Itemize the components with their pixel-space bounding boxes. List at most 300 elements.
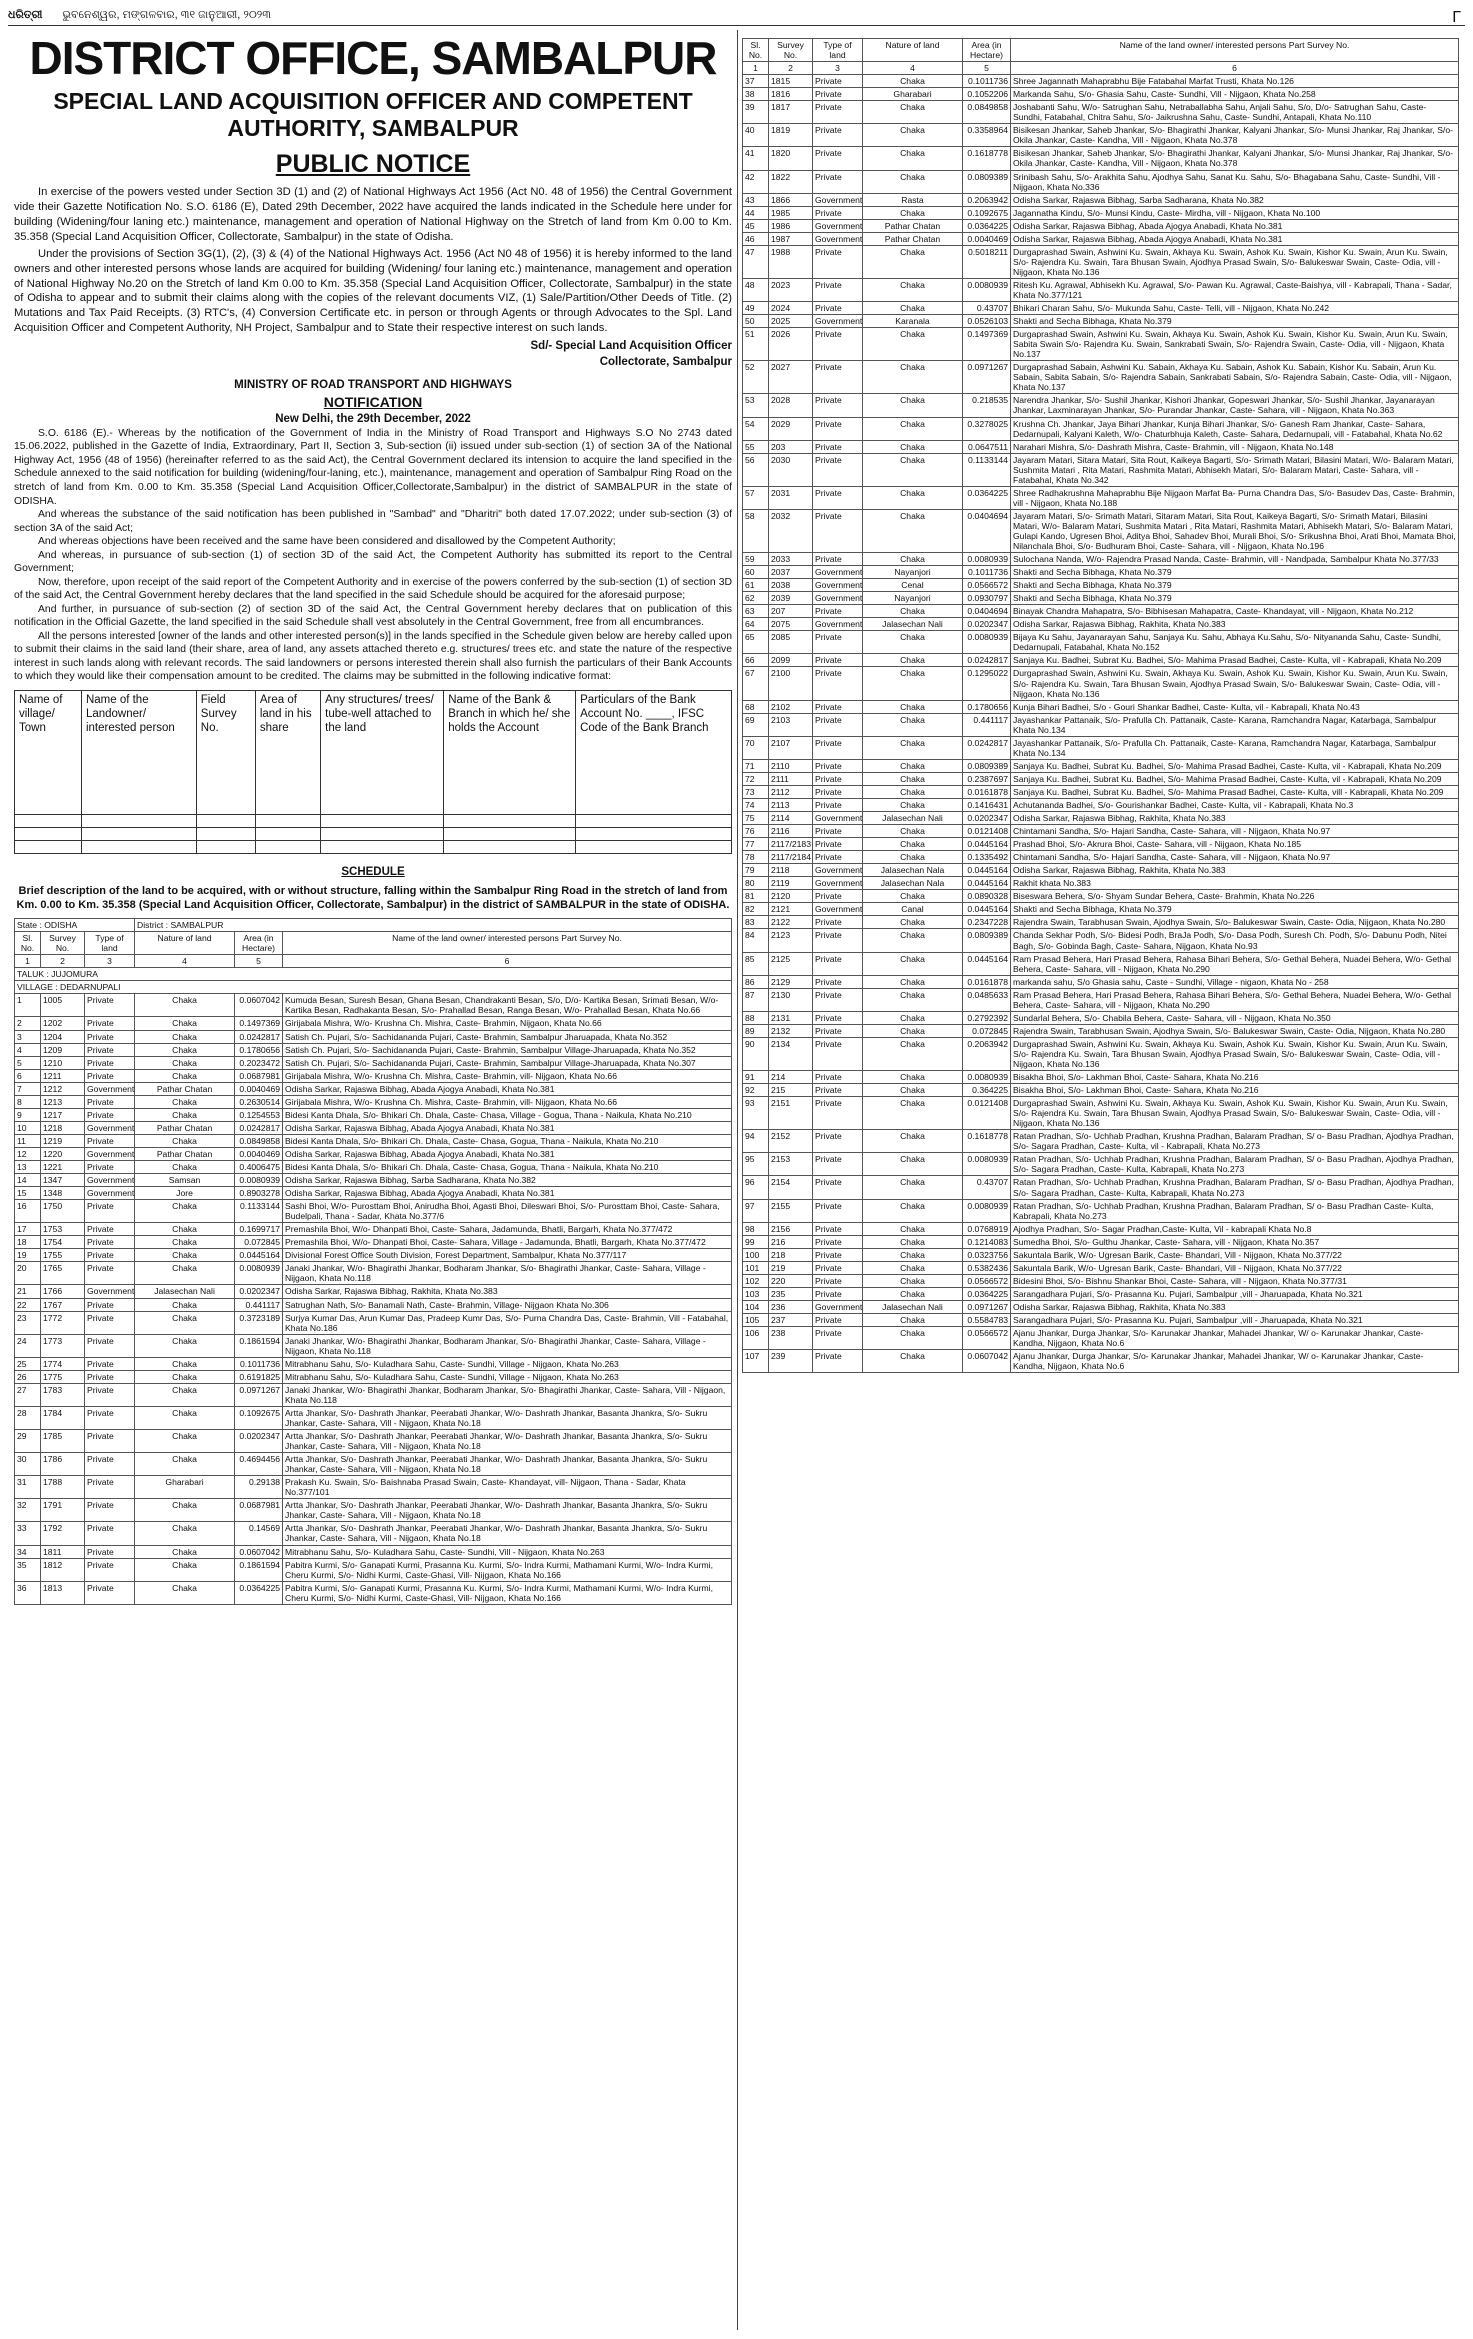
row-sl-no: 73 (743, 785, 769, 798)
table-row (15, 1161, 732, 1174)
row-land-nature: Pathar Chatan (135, 1147, 235, 1160)
newspaper-dateline: ଭୁବନେଶ୍ୱର, ମଙ୍ଗଳବାର, ୩୧ ଜାନୁଆରୀ, ୨୦୨୩ (62, 8, 271, 21)
table-row (15, 1056, 732, 1069)
table-row (743, 1176, 1459, 1199)
row-land-nature: Karanala (863, 315, 963, 328)
row-survey-no: 1219 (41, 1134, 85, 1147)
row-land-nature: Chaka (863, 975, 963, 988)
row-owner: Satish Ch. Pujari, S/o- Sachidananda Pujari, Caste- Brahmin, Sambalpur Village-Jharuapada, Khata No.307 (283, 1056, 732, 1069)
schedule-column-number: 4 (135, 955, 235, 968)
row-area: 0.0687981 (235, 1069, 283, 1082)
table-row (743, 592, 1459, 605)
table-row (743, 1097, 1459, 1130)
table-row (15, 1069, 732, 1082)
row-land-type: Government (813, 566, 863, 579)
row-land-nature: Chaka (135, 1108, 235, 1121)
row-land-nature: Chaka (863, 278, 963, 301)
row-land-type: Private (813, 851, 863, 864)
row-owner: Bidesi Kanta Dhala, S/o- Bhikari Ch. Dhala, Caste- Chasa, Village - Gogua, Thana - Naikula, Khata No.210 (283, 1108, 732, 1121)
row-survey-no: 2032 (769, 509, 813, 552)
row-land-type: Government (85, 1285, 135, 1298)
row-owner: Odisha Sarkar, Rajaswa Bibhag, Rakhita, Khata No.383 (283, 1285, 732, 1298)
notification-paragraph: Now, therefore, upon receipt of the said report of the Competent Authority and in exercise of the powers conferred by the sub-section (1) of section 3D of the said Act, the Central Government hereby declares that the land specified in the said Schedule should be acquired for the aforesaid purpose; (14, 576, 732, 602)
row-survey-no: 1985 (769, 206, 813, 219)
schedule-column-number: 5 (235, 955, 283, 968)
row-survey-no: 2125 (769, 952, 813, 975)
row-area: 0.4694456 (235, 1453, 283, 1476)
claim-empty-cell (196, 814, 255, 827)
row-owner: Chintamani Sandha, S/o- Hajari Sandha, Caste- Sahara, vill - Nijgaon, Khata No.97 (1011, 851, 1459, 864)
row-sl-no: 75 (743, 812, 769, 825)
row-land-type: Government (85, 1147, 135, 1160)
row-area: 0.1335492 (963, 851, 1011, 864)
row-land-type: Private (813, 736, 863, 759)
row-sl-no: 89 (743, 1024, 769, 1037)
row-area: 0.0445164 (963, 838, 1011, 851)
row-sl-no: 65 (743, 631, 769, 654)
row-survey-no: 1812 (41, 1558, 85, 1581)
row-area: 0.1011736 (963, 75, 1011, 88)
row-survey-no: 239 (769, 1350, 813, 1373)
row-land-nature: Chaka (863, 1084, 963, 1097)
row-sl-no: 5 (15, 1056, 41, 1069)
table-row (15, 1298, 732, 1311)
row-survey-no: 2110 (769, 759, 813, 772)
row-owner: Shree Radhakrushna Mahaprabhu Bije Nijgaon Marfat Ba- Purna Chandra Das, S/o- Basudev Das, Caste- Brahmin, vill - Nijgaon, Khata No.188 (1011, 486, 1459, 509)
schedule-description: Brief description of the land to be acquired, with or without structure, falling within the Sambalpur Ring Road in the stretch of land from Km. 0.00 to Km. 35.358 (Special Land Acquisition Officer, Collectorate, Sambalpur) in the district of SAMBALPUR in the state of ODISHA. (16, 884, 730, 911)
row-land-type: Private (813, 553, 863, 566)
table-row (743, 1071, 1459, 1084)
table-row (743, 1274, 1459, 1287)
row-land-nature: Nayanjori (863, 592, 963, 605)
claim-empty-cell (81, 814, 196, 827)
row-land-nature: Pathar Chatan (863, 232, 963, 245)
row-sl-no: 92 (743, 1084, 769, 1097)
row-survey-no: 1813 (41, 1581, 85, 1604)
row-land-type: Private (813, 1037, 863, 1070)
row-owner: Girijabala Mishra, W/o- Krushna Ch. Mishra, Caste- Brahmin, vill- Nijgaon, Khata No.66 (283, 1095, 732, 1108)
row-survey-no: 1220 (41, 1147, 85, 1160)
row-survey-no: 2117/2184 (769, 851, 813, 864)
row-area: 0.1092675 (963, 206, 1011, 219)
row-area: 0.0040469 (235, 1147, 283, 1160)
row-land-type: Private (813, 1011, 863, 1024)
row-survey-no: 2154 (769, 1176, 813, 1199)
table-row (15, 1285, 732, 1298)
column-divider (737, 30, 738, 2330)
row-survey-no: 1767 (41, 1298, 85, 1311)
row-area: 0.3723189 (235, 1311, 283, 1334)
row-sl-no: 9 (15, 1108, 41, 1121)
row-owner: Prashad Bhoi, S/o- Akrura Bhoi, Caste- Sahara, vill - Nijgaon, Khata No.185 (1011, 838, 1459, 851)
row-area: 0.0121408 (963, 1097, 1011, 1130)
row-survey-no: 2114 (769, 812, 813, 825)
row-land-type: Government (813, 579, 863, 592)
table-row (743, 988, 1459, 1011)
schedule-column-number: 2 (769, 62, 813, 75)
row-land-type: Private (813, 785, 863, 798)
row-sl-no: 76 (743, 825, 769, 838)
table-row (743, 566, 1459, 579)
row-survey-no: 2118 (769, 864, 813, 877)
row-land-type: Private (813, 302, 863, 315)
row-land-type: Government (85, 1121, 135, 1134)
row-owner: Durgaprashad Swain, Ashwini Ku. Swain, Akhaya Ku. Swain, Ashok Ku. Swain, Kishor Ku. Swain, Arun Ku. Swain, S/o- Rajendra Ku. Swain, Tara Bhusan Swain, Ajodhya Prasad Swain, S/o- Balukeswar Swain, Caste- Odia, vill - Nijgaon, Khata No.136 (1011, 1037, 1459, 1070)
row-survey-no: 1819 (769, 124, 813, 147)
row-sl-no: 23 (15, 1311, 41, 1334)
row-owner: Durgaprashad Sabain, Ashwini Ku. Sabain, Akhaya Ku. Sabain, Ashok Ku. Sabain, Kishor Ku. Sabain, Arun Ku. Sabain, Sabita Sabain, S/o- Rajendra Sabain, Sankrabati Sabain, S/o- Rajendra Sabain, Caste- Odia, vill - Nijgaon, Khata No.137 (1011, 361, 1459, 394)
row-land-nature: Chaka (863, 1350, 963, 1373)
row-owner: Bijaya Ku Sahu, Jayanarayan Sahu, Sanjaya Ku. Sahu, Abhaya Ku.Sahu, S/o- Nityananda Sahu, Caste- Sundhi, Dedarnupali, Fatabahal, Khata No.152 (1011, 631, 1459, 654)
row-survey-no: 2123 (769, 929, 813, 952)
row-sl-no: 77 (743, 838, 769, 851)
row-survey-no: 1786 (41, 1453, 85, 1476)
row-land-type: Private (813, 1071, 863, 1084)
row-survey-no: 2121 (769, 903, 813, 916)
row-land-nature: Chaka (135, 1430, 235, 1453)
row-sl-no: 87 (743, 988, 769, 1011)
row-area: 0.0809389 (963, 170, 1011, 193)
row-land-nature: Chaka (135, 1558, 235, 1581)
row-owner: Narendra Jhankar, S/o- Sushil Jhankar, Kishori Jhankar, Gopeswari Jhankar, S/o- Sushil Jhankar, Jayanarayan Jhankar, Laxminarayan Jhankar, S/o- Purandar Jhankar, Caste- Sahara, vill - Nijgaon, Khata No.363 (1011, 394, 1459, 417)
row-area: 0.0242817 (235, 1030, 283, 1043)
table-row (15, 1200, 732, 1223)
row-area: 0.1618778 (963, 147, 1011, 170)
row-land-nature: Chaka (863, 1024, 963, 1037)
row-land-type: Government (813, 219, 863, 232)
row-land-nature: Chaka (863, 1274, 963, 1287)
row-land-nature: Chaka (863, 916, 963, 929)
row-land-type: Private (813, 440, 863, 453)
row-owner: Sundarlal Behera, S/o- Chabila Behera, Caste- Sahara, vill - Nijgaon, Khata No.350 (1011, 1011, 1459, 1024)
row-area: 0.0080939 (963, 1071, 1011, 1084)
row-area: 0.4006475 (235, 1161, 283, 1174)
claim-empty-cell (255, 827, 320, 840)
row-land-nature: Chaka (863, 394, 963, 417)
table-row (743, 278, 1459, 301)
row-land-type: Private (813, 1130, 863, 1153)
row-area: 0.072845 (963, 1024, 1011, 1037)
table-row (743, 509, 1459, 552)
row-sl-no: 97 (743, 1199, 769, 1222)
claim-format-table (14, 690, 732, 854)
row-area: 0.0404694 (963, 605, 1011, 618)
notice-title: PUBLIC NOTICE (275, 150, 471, 179)
row-sl-no: 22 (15, 1298, 41, 1311)
row-survey-no: 2085 (769, 631, 813, 654)
row-survey-no: 2113 (769, 799, 813, 812)
row-area: 0.0445164 (963, 877, 1011, 890)
schedule-column-number: 6 (1011, 62, 1459, 75)
row-area: 0.2023472 (235, 1056, 283, 1069)
row-survey-no: 2103 (769, 713, 813, 736)
row-area: 0.218535 (963, 394, 1011, 417)
row-sl-no: 29 (15, 1430, 41, 1453)
row-land-nature: Chaka (135, 1161, 235, 1174)
right-column (742, 38, 1459, 2330)
row-land-type: Private (813, 713, 863, 736)
row-owner: Jayashankar Pattanaik, S/o- Prafulla Ch. Pattanaik, Caste- Karana, Ramchandra Nagar, Katarbaga, Sambalpur Khata No.134 (1011, 713, 1459, 736)
schedule-column-header: Survey No. (41, 932, 85, 955)
row-land-nature: Chaka (863, 785, 963, 798)
row-owner: Kunja Bihari Badhei, S/o - Gouri Shankar Badhei, Caste- Kulta, vil - Kabrapali, Khata No.43 (1011, 700, 1459, 713)
row-survey-no: 1788 (41, 1476, 85, 1499)
table-row (743, 101, 1459, 124)
row-owner: Bidesi Kanta Dhala, S/o- Bhikari Ch. Dhala, Caste- Chasa, Gogua, Thana - Naikula, Khata No.210 (283, 1161, 732, 1174)
row-land-type: Government (813, 618, 863, 631)
row-sl-no: 56 (743, 453, 769, 486)
row-owner: Durgaprashad Swain, Ashwini Ku. Swain, Akhaya Ku. Swain, Ashok Ku. Swain, Kishor Ku. Swain, Arun Ku. Swain, S/o- Rajendra Ku. Swain, Tara Bhusan Swain, Ajodhya Prasad Swain, S/o- Balukeswar Swain, Caste- Odia, vill - Nijgaon, Khata No.136 (1011, 245, 1459, 278)
row-land-type: Private (813, 772, 863, 785)
table-row (743, 851, 1459, 864)
row-sl-no: 35 (15, 1558, 41, 1581)
row-sl-no: 98 (743, 1222, 769, 1235)
row-land-nature: Cenal (863, 579, 963, 592)
table-row (743, 838, 1459, 851)
claim-empty-cell (321, 814, 444, 827)
row-survey-no: 2116 (769, 825, 813, 838)
row-owner: Odisha Sarkar, Rajaswa Bibhag, Rakhita, Khata No.383 (1011, 864, 1459, 877)
table-row (15, 1406, 732, 1429)
row-area: 0.0080939 (963, 278, 1011, 301)
row-land-type: Private (813, 1261, 863, 1274)
row-area: 0.0404694 (963, 509, 1011, 552)
notice-signature: Sd/- Special Land Acquisition Officer Collectorate, Sambalpur (530, 340, 732, 368)
row-land-nature: Chaka (863, 1235, 963, 1248)
row-area: 0.0161878 (963, 785, 1011, 798)
row-sl-no: 40 (743, 124, 769, 147)
table-row (743, 315, 1459, 328)
table-row (15, 1383, 732, 1406)
row-land-type: Private (813, 486, 863, 509)
row-sl-no: 38 (743, 88, 769, 101)
row-land-nature: Chaka (135, 1262, 235, 1285)
row-area: 0.0121408 (963, 825, 1011, 838)
row-sl-no: 104 (743, 1300, 769, 1313)
row-owner: Divisional Forest Office South Division, Forest Department, Sambalpur, Khata No.377/117 (283, 1249, 732, 1262)
table-row (743, 1222, 1459, 1235)
row-land-nature: Chaka (863, 1248, 963, 1261)
row-land-type: Private (813, 75, 863, 88)
row-land-nature: Chaka (863, 417, 963, 440)
row-owner: Ratan Pradhan, S/o- Uchhab Pradhan, Krushna Pradhan, Balaram Pradhan, S/ o- Basu Pradhan, Ajodhya Pradhan, S/o- Sagara Pradhan, Caste- Kulta, vil - Kabrapali, Khata No.273 (1011, 1130, 1459, 1153)
row-sl-no: 94 (743, 1130, 769, 1153)
row-owner: Achutananda Badhei, S/o- Gourishankar Badhei, Caste- Kulta, vil - Kabrapali, Khata No.3 (1011, 799, 1459, 812)
row-survey-no: 1754 (41, 1236, 85, 1249)
row-owner: Chanda Sekhar Podh, S/o- Bidesi Podh, BraJa Podh, S/o- Dasa Podh, Suresh Ch. Podh, S/o- Dabunu Podh, Nitei Bagh, S/o- Gobinda Bagh, Caste- Sahara, Nijgaon, Khata No.93 (1011, 929, 1459, 952)
row-owner: Bhikari Charan Sahu, S/o- Mukunda Sahu, Caste- Telli, vill - Nijgaon, Khata No.242 (1011, 302, 1459, 315)
row-land-type: Private (813, 759, 863, 772)
row-survey-no: 2100 (769, 667, 813, 700)
row-survey-no: 235 (769, 1287, 813, 1300)
row-owner: Janaki Jhankar, W/o- Bhagirathi Jhankar, Bodharam Jhankar, S/o- Bhagirathi Jhankar, Caste- Sahara, Village - Nijgaon, Khata No.118 (283, 1262, 732, 1285)
row-land-nature: Chaka (135, 1453, 235, 1476)
row-sl-no: 14 (15, 1174, 41, 1187)
row-owner: Sarangadhara Pujari, S/o- Prasanna Ku. Pujari, Sambalpur ,vill - Jharuapada, Khata No.321 (1011, 1287, 1459, 1300)
claim-column-header: Name of village/ Town (15, 690, 82, 814)
row-land-nature: Chaka (863, 605, 963, 618)
table-row (743, 1235, 1459, 1248)
row-owner: Girijabala Mishra, W/o- Krushna Ch. Mishra, Caste- Brahmin, vill- Nijgaon, Khata No.66 (283, 1069, 732, 1082)
row-survey-no: 2132 (769, 1024, 813, 1037)
row-owner: Bisakha Bhoi, S/o- Lakhman Bhoi, Caste- Sahara, Khata No.216 (1011, 1071, 1459, 1084)
table-row (743, 1300, 1459, 1313)
row-owner: Satish Ch. Pujari, S/o- Sachidananda Pujari, Caste- Brahmin, Sambalpur Jharuapada, Khata No.352 (283, 1030, 732, 1043)
row-area: 0.5584783 (963, 1313, 1011, 1326)
row-sl-no: 53 (743, 394, 769, 417)
row-land-type: Private (813, 1222, 863, 1235)
row-survey-no: 1217 (41, 1108, 85, 1121)
table-row (15, 1121, 732, 1134)
row-owner: Ajodhya Pradhan, S/o- Sagar Pradhan,Caste- Kulta, Vil - kabrapali Khata No.8 (1011, 1222, 1459, 1235)
schedule-column-number-row (743, 62, 1459, 75)
row-survey-no: 1811 (41, 1545, 85, 1558)
row-area: 0.0080939 (963, 1199, 1011, 1222)
row-survey-no: 1820 (769, 147, 813, 170)
row-land-type: Private (85, 1043, 135, 1056)
row-area: 0.1011736 (235, 1357, 283, 1370)
row-land-type: Private (813, 417, 863, 440)
row-sl-no: 105 (743, 1313, 769, 1326)
table-row (743, 713, 1459, 736)
row-area: 0.0809389 (963, 929, 1011, 952)
notification-date: New Delhi, the 29th December, 2022 (275, 412, 471, 425)
ministry-name: MINISTRY OF ROAD TRANSPORT AND HIGHWAYS (234, 379, 512, 392)
row-survey-no: 1348 (41, 1187, 85, 1200)
row-owner: Rakhit khata No.383 (1011, 877, 1459, 890)
row-sl-no: 69 (743, 713, 769, 736)
row-owner: Artta Jhankar, S/o- Dashrath Jhankar, Peerabati Jhankar, W/o- Dashrath Jhankar, Basanta Jhankra, S/o- Sukru Jhankar, Caste- Sahara, Vill - Nijgaon, Khata No.18 (283, 1499, 732, 1522)
row-land-nature: Chaka (135, 1581, 235, 1604)
row-land-nature: Jalasechan Nali (135, 1285, 235, 1298)
row-survey-no: 2151 (769, 1097, 813, 1130)
schedule-column-number: 1 (15, 955, 41, 968)
table-row (15, 1430, 732, 1453)
row-survey-no: 2039 (769, 592, 813, 605)
row-land-type: Private (85, 1522, 135, 1545)
row-survey-no: 2075 (769, 618, 813, 631)
table-row (743, 1261, 1459, 1274)
row-owner: Sarangadhara Pujari, S/o- Prasanna Ku. Pujari, Sambalpur ,vill - Jharuapada, Khata No.321 (1011, 1313, 1459, 1326)
row-owner: Odisha Sarkar, Rajaswa Bibhag, Abada Ajogya Anabadi, Khata No.381 (1011, 219, 1459, 232)
row-owner: Pabitra Kurmi, S/o- Ganapati Kurmi, Prasanna Ku. Kurmi, S/o- Indra Kurmi, Mathamani Kurmi, W/o- Indra Kurmi, Cheru Kurmi, S/o- Nidhi Kurmi, Caste-Ghasi, Vill- Nijgaon, Khata No.166 (283, 1558, 732, 1581)
row-owner: Artta Jhankar, S/o- Dashrath Jhankar, Peerabati Jhankar, W/o- Dashrath Jhankar, Basanta Jhankra, S/o- Sukru Jhankar, Caste- Sahara, Vill - Nijgaon, Khata No.18 (283, 1453, 732, 1476)
row-sl-no: 31 (15, 1476, 41, 1499)
row-area: 0.0971267 (963, 1300, 1011, 1313)
row-land-nature: Jalasechan Nala (863, 877, 963, 890)
row-sl-no: 34 (15, 1545, 41, 1558)
row-survey-no: 2122 (769, 916, 813, 929)
row-survey-no: 2152 (769, 1130, 813, 1153)
row-land-nature: Chaka (863, 245, 963, 278)
table-row (743, 736, 1459, 759)
row-sl-no: 33 (15, 1522, 41, 1545)
notice-paragraph-1: In exercise of the powers vested under Section 3D (1) and (2) of National Highways Act 1956 (Act N0. 48 of 1956) the Central Government vide their Gazette Notification No. S.O. 6186 (E), Dated 29th December, 2022 have acquired the lands indicated in the Schedule here under for building (Widening/four laning etc.) maintenance, management and operation of National Highway on the Stretch of land from Km 0.00 to Km. 35.358 (Special Land Acquisition Officer, Collectorate, Sambalpur) in the state of Odisha. (14, 186, 732, 243)
row-land-nature: Chaka (863, 553, 963, 566)
notice-paragraph-2: Under the provisions of Section 3G(1), (2), (3) & (4) of the National Highways Act. 1956 (Act N0 48 of 1956) it is hereby informed to the land owners and other interested persons whose lands are acquired for building (Widening/ four laning etc.) maintenance, management and operation of National Highway No.20 on the Stretch of land Km 0.00 to Km. 35.358 (Special Land Acquisition Officer, Collectorate, Sambalpur) in the state of Odisha to appear and to submit their claims along with the copies of the relevant documents VIZ, (1) Sale/Partition/Other Deeds of Title. (2) Mutations and Tax Paid Receipts. (3) RTC's, (4) Conversion Certificate etc. in person or through Agents or through Advocates to the Spl. Land Acquisition Officer and Competent Authority, NH Project, Sambalpur and to State their respective interest on such lands. (14, 247, 732, 335)
row-survey-no: 2027 (769, 361, 813, 394)
row-land-type: Private (813, 631, 863, 654)
row-land-nature: Jalasechan Nali (863, 618, 963, 631)
row-land-type: Private (85, 1453, 135, 1476)
row-land-type: Private (813, 916, 863, 929)
table-row (743, 486, 1459, 509)
row-land-nature: Chaka (863, 440, 963, 453)
row-owner: Janaki Jhankar, W/o- Bhagirathi Jhankar, Bodharam Jhankar, S/o- Bhagirathi Jhankar, Caste- Sahara, Vill - Nijgaon, Khata No.118 (283, 1383, 732, 1406)
row-area: 0.0364225 (235, 1581, 283, 1604)
row-owner: Jayaram Matari, Sitara Matari, Sita Rout, Kaikeya Bagarti, S/o- Srimath Matari, Bilasini Matari, W/o- Balaram Matari, Sushmita Matari , Rita Matari, Rashmita Matari, Abhisekh Matari, S/o- Balaram Matari, Caste- Sahara, vill - Fatabahal, Khata No.342 (1011, 453, 1459, 486)
notification-body (14, 427, 732, 684)
row-owner: Shakti and Secha Bibhaga, Khata No.379 (1011, 315, 1459, 328)
row-land-type: Private (813, 278, 863, 301)
row-land-nature: Chaka (863, 736, 963, 759)
table-row (743, 916, 1459, 929)
row-owner: Kumuda Besan, Suresh Besan, Ghana Besan, Chandrakanti Besan, S/o, D/o- Kartika Besan, Srimati Besan, W/o- Kartika Besan, Radhakanta Besan, S/o- Prahallad Besan, Ranga Besan, W/o- Prahallad Besan, Khata No.66 (283, 994, 732, 1017)
row-owner: Janaki Jhankar, W/o- Bhagirathi Jhankar, Bodharam Jhankar, S/o- Bhagirathi Jhankar, Caste- Sahara, Village - Nijgaon, Khata No.118 (283, 1334, 732, 1357)
row-land-type: Private (813, 1274, 863, 1287)
row-land-nature: Chaka (863, 1097, 963, 1130)
row-survey-no: 2153 (769, 1153, 813, 1176)
row-land-type: Private (85, 1095, 135, 1108)
row-sl-no: 20 (15, 1262, 41, 1285)
table-row (743, 1130, 1459, 1153)
row-survey-no: 220 (769, 1274, 813, 1287)
row-survey-no: 218 (769, 1248, 813, 1261)
row-land-nature: Chaka (863, 1261, 963, 1274)
row-owner: Mitrabhanu Sahu, S/o- Kuladhara Sahu, Caste- Sundhi, Vill - Nijgaon, Khata No.263 (283, 1545, 732, 1558)
row-survey-no: 2033 (769, 553, 813, 566)
row-owner: Durgaprashad Swain, Ashwini Ku. Swain, Akhaya Ku. Swain, Ashok Ku. Swain, Kishor Ku. Swain, Arun Ku. Swain, Sabita Swain S/o- Rajendra Ku. Swain, Sankrabati Swain, S/o- Rajendra Swain, Caste- Odia, vill - Nijgaon, Khata No.137 (1011, 328, 1459, 361)
row-land-type: Private (813, 245, 863, 278)
row-sl-no: 106 (743, 1327, 769, 1350)
row-sl-no: 19 (15, 1249, 41, 1262)
row-land-type: Private (85, 1311, 135, 1334)
row-survey-no: 2028 (769, 394, 813, 417)
row-land-nature: Canal (863, 903, 963, 916)
row-sl-no: 88 (743, 1011, 769, 1024)
schedule-column-header: Survey No. (769, 39, 813, 62)
table-row (743, 759, 1459, 772)
table-row (743, 328, 1459, 361)
row-area: 0.0971267 (235, 1383, 283, 1406)
schedule-column-header: Nature of land (135, 932, 235, 955)
schedule-table-left (14, 918, 732, 1605)
row-owner: Odisha Sarkar, Rajaswa Bibhag, Sarba Sadharana, Khata No.382 (1011, 193, 1459, 206)
row-sl-no: 62 (743, 592, 769, 605)
table-row (743, 700, 1459, 713)
row-area: 0.0242817 (235, 1121, 283, 1134)
row-land-nature: Chaka (863, 1176, 963, 1199)
table-row (15, 1499, 732, 1522)
row-sl-no: 57 (743, 486, 769, 509)
row-owner: Ratan Pradhan, S/o- Uchhab Pradhan, Krushna Pradhan, Balaram Pradhan, S/ o- Basu Pradhan, Ajodhya Pradhan, S/o- Sagara Pradhan, Caste- Kulta, Kabrapali, Khata No.273 (1011, 1176, 1459, 1199)
row-survey-no: 2134 (769, 1037, 813, 1070)
row-area: 0.29138 (235, 1476, 283, 1499)
row-sl-no: 42 (743, 170, 769, 193)
row-sl-no: 74 (743, 799, 769, 812)
row-sl-no: 10 (15, 1121, 41, 1134)
row-owner: Jayashankar Pattanaik, S/o- Prafulla Ch. Pattanaik, Caste- Karana, Ramchandra Nagar, Katarbaga, Sambalpur Khata No.134 (1011, 736, 1459, 759)
row-land-type: Private (813, 88, 863, 101)
row-survey-no: 1866 (769, 193, 813, 206)
row-land-nature: Chaka (135, 1406, 235, 1429)
row-survey-no: 1772 (41, 1311, 85, 1334)
schedule-column-header: Sl. No. (743, 39, 769, 62)
row-area: 0.1254553 (235, 1108, 283, 1121)
claim-column-header: Name of the Bank & Branch in which he/ she holds the Account (444, 690, 576, 814)
table-row (15, 994, 732, 1017)
row-survey-no: 1755 (41, 1249, 85, 1262)
